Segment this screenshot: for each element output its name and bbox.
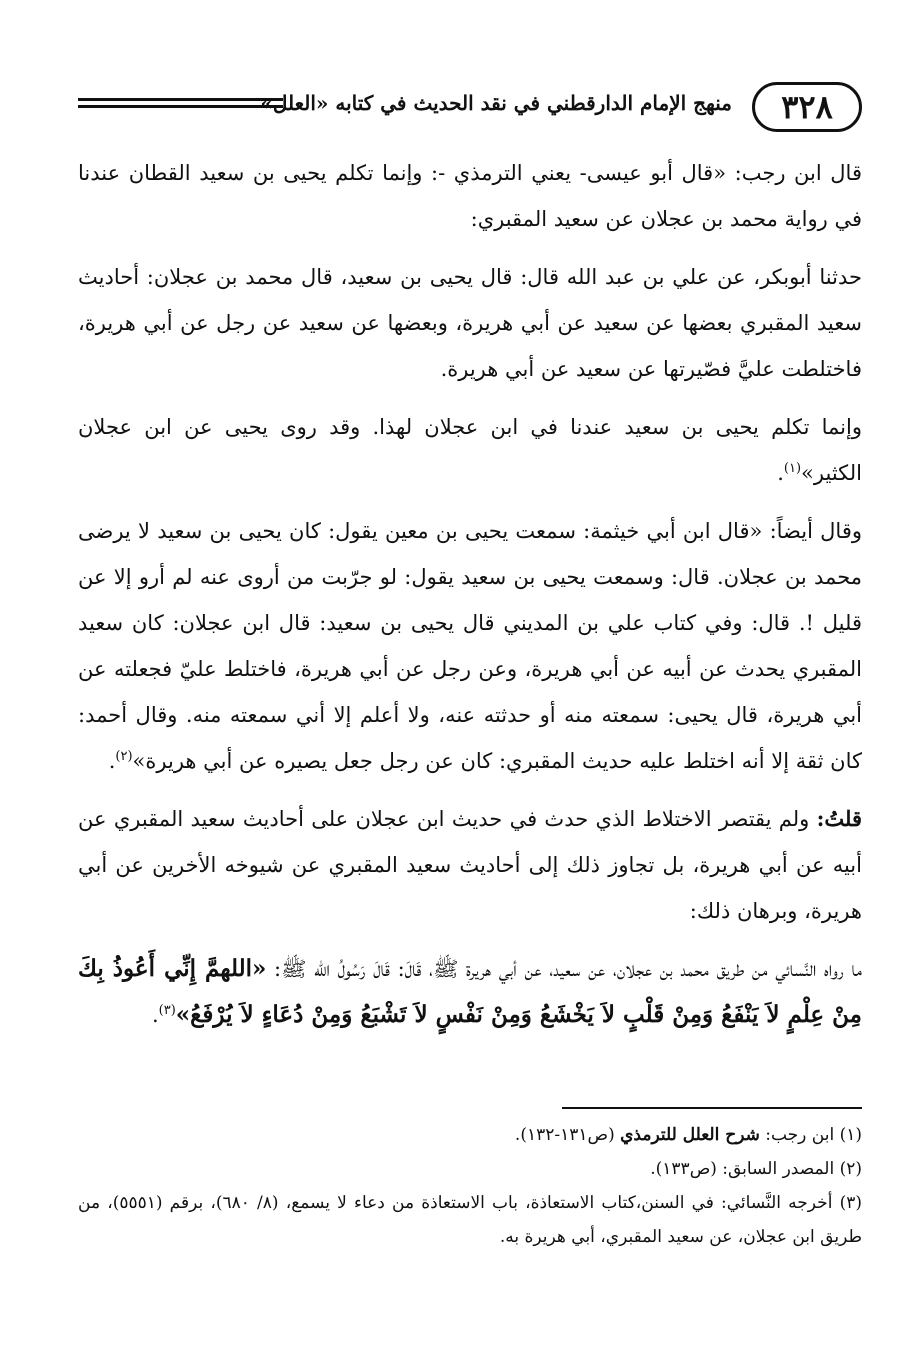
footnote-number: (٣) bbox=[839, 1193, 862, 1213]
paragraph-text: وإنما تكلم يحيى بن سعيد عندنا في ابن عجلان لهذا. وقد روى يحيى عن ابن عجلان الكثير» bbox=[78, 415, 862, 485]
paragraph-3: وإنما تكلم يحيى بن سعيد عندنا في ابن عجلان لهذا. وقد روى يحيى عن ابن عجلان الكثير»$^{(١)}$. bbox=[78, 415, 862, 485]
paragraph-2 bbox=[78, 254, 862, 392]
paragraph-4: وقال أيضاً: «قال ابن أبي خيثمة: سمعت يحيى بن معين يقول: كان يحيى بن سعيد لا يرضى محمد بن عجلان. قال: وسمعت يحيى بن سعيد يقول: لو جرّبت من أروى عنه لم أرو إلا عن قليل !. قال: وفي كتاب علي بن المديني قال يحيى بن سعيد: قال ابن عجلان: كان سعيد المقبري يحدث عن أبيه عن أبي هريرة، وعن رجل عن أبي هريرة، فاختلط عليّ فجعلته عن أبي هريرة، قال يحيى: سمعته منه أو حدثته عنه، ولا أعلم إلا أني سمعته منه. وقال أحمد: كان ثقة إلا أنه اختلط عليه حديث المقبري: كان عن رجل جعل يصيره عن أبي هريرة»$^{(٢)}$. bbox=[78, 519, 862, 773]
paragraph-text: حدثنا أبوبكر، عن علي بن عبد الله قال: قال يحيى بن سعيد، قال محمد بن عجلان: أحاديث سعيد المقبري بعضها عن سعيد عن أبي هريرة، وبعضها عن سعيد عن رجل عن أبي هريرة، فاختلطت عليَّ فصّيرتها عن سعيد عن أبي هريرة. bbox=[78, 265, 862, 381]
footnote-number: (١) bbox=[839, 1125, 862, 1145]
page-number: ٣٢٨ bbox=[752, 82, 862, 132]
footnote-text: ابن رجب: bbox=[759, 1125, 840, 1145]
footnote-ref-1[interactable]: (١) bbox=[783, 461, 802, 476]
footnote-number: (٢) bbox=[839, 1159, 862, 1179]
footnote-text: أخرجه النَّسائي: في السنن،كتاب الاستعاذة، باب الاستعاذة من دعاء لا يسمع، (٨/ ٦٨٠)، برقم (٥٥٥١)، من طريق ابن عجلان، عن سعيد المقبري، أبي هريرة به. bbox=[78, 1193, 862, 1247]
body-text bbox=[78, 150, 862, 1050]
paragraph-text: وقال أيضاً: «قال ابن أبي خيثمة: سمعت يحيى بن معين يقول: كان يحيى بن سعيد لا يرضى محمد بن عجلان. قال: وسمعت يحيى بن سعيد يقول: لو جرّبت من أروى عنه لم أرو إلا عن قليل !. قال: وفي كتاب علي بن المديني قال يحيى بن سعيد: قال ابن عجلان: كان سعيد المقبري يحدث عن أبيه عن أبي هريرة، وعن رجل عن أبي هريرة، فاختلط عليّ فجعلته عن أبي هريرة، قال يحيى: سمعته منه أو حدثته عنه، ولا أعلم إلا أني سمعته منه. وقال أحمد: كان ثقة إلا أنه اختلط عليه حديث المقبري: كان عن رجل جعل يصيره عن أبي هريرة» bbox=[78, 519, 862, 773]
page-header bbox=[78, 82, 862, 142]
paragraph-text: ولم يقتصر الاختلاط الذي حدث في حديث ابن عجلان على أحاديث سعيد المقبري عن أبيه عن أبي هريرة، بل تجاوز ذلك إلى أحاديث سعيد المقبري عن شيوخه الأخرين عن أبي هريرة، وبرهان ذلك: bbox=[78, 807, 862, 923]
paragraph-lead: قلتُ: bbox=[816, 806, 862, 831]
footnote-2 bbox=[78, 1152, 862, 1186]
footnote-ref-2[interactable]: (٢) bbox=[115, 749, 133, 764]
footnote-1 bbox=[78, 1118, 862, 1152]
paragraph-6: ما رواه النَّسائي من طريق محمد بن عجلان، عن سعيد، عن أبي هريرة ﷺ، قَالَ: قَالَ رَسُولُ الله ﷺ: «اللهمَّ إِنِّي أَعُوذُ بِكَ مِنْ عِلْمٍ لاَ يَنْفَعُ وَمِنْ قَلْبٍ لاَ يَخْشَعُ وَمِنْ نَفْسٍ لاَ تَشْبَعُ وَمِنْ دُعَاءٍ لاَ يُرْفَعُ»$^{(٣)}$. bbox=[78, 955, 862, 1028]
footnote-ref-3[interactable]: (٣) bbox=[158, 1003, 176, 1018]
hadith-quote: «اللهمَّ إِنِّي أَعُوذُ بِكَ مِنْ عِلْمٍ لاَ يَنْفَعُ وَمِنْ قَلْبٍ لاَ يَخْشَعُ وَمِنْ نَفْسٍ لاَ تَشْبَعُ وَمِنْ دُعَاءٍ لاَ يُرْفَعُ» bbox=[78, 955, 862, 1028]
footnote-text: المصدر السابق: (ص١٣٣). bbox=[650, 1159, 840, 1179]
paragraph-1 bbox=[78, 150, 862, 242]
header-double-rule bbox=[78, 98, 283, 108]
footnote-3 bbox=[78, 1186, 862, 1254]
paragraph-5 bbox=[78, 796, 862, 934]
paragraph-text: ما رواه النَّسائي من طريق محمد بن عجلان، عن سعيد، عن أبي هريرة ﷺ، قَالَ: قَالَ رَسُولُ الله ﷺ: bbox=[266, 957, 862, 981]
footnote-separator bbox=[562, 1107, 862, 1109]
paragraph-text: قال ابن رجب: «قال أبو عيسى- يعني الترمذي -: وإنما تكلم يحيى بن سعيد القطان عندنا في رواية محمد بن عجلان عن سعيد المقبري: bbox=[78, 161, 862, 231]
footnotes bbox=[78, 1118, 862, 1254]
footnote-source-title: شرح العلل للترمذي bbox=[620, 1125, 760, 1145]
footnote-text-rest: (ص١٣١-١٣٢). bbox=[514, 1125, 621, 1145]
running-title: منهج الإمام الدارقطني في نقد الحديث في كتابه «العلل» bbox=[260, 91, 732, 115]
